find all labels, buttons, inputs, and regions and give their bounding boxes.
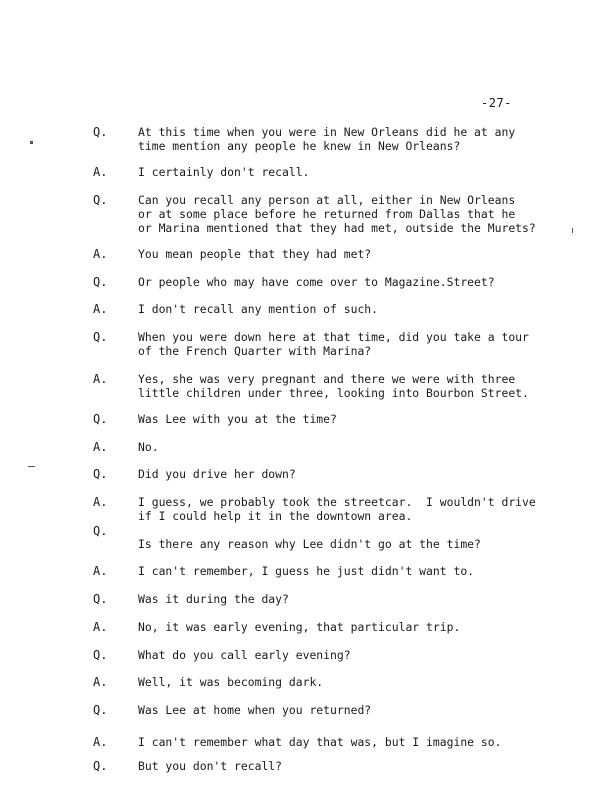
entry-text: No, it was early evening, that particular trip.: [138, 620, 461, 634]
entry-text: When you were down here at that time, did you take a tour of the French Quarter with Marina?: [138, 330, 529, 358]
page-number: -27-: [481, 96, 512, 110]
entry-text: Did you drive her down?: [138, 467, 296, 481]
speaker-label: A.: [93, 620, 108, 634]
entry-text: I can't remember what day that was, but I imagine so.: [138, 735, 502, 749]
scan-mark: [30, 141, 33, 144]
entry-text: No.: [138, 440, 159, 454]
speaker-label: Q.: [93, 703, 108, 717]
scan-mark: [28, 466, 35, 467]
speaker-label: A.: [93, 440, 108, 454]
entry-text: What do you call early evening?: [138, 648, 351, 662]
entry-text: But you don't recall?: [138, 759, 283, 773]
speaker-label: A.: [93, 165, 108, 179]
entry-text: I guess, we probably took the streetcar. I wouldn't drive if I could help it in the downtown area.: [138, 495, 536, 523]
speaker-label: A.: [93, 247, 108, 261]
entry-text: Was Lee at home when you returned?: [138, 703, 372, 717]
speaker-label: Q.: [93, 524, 108, 538]
speaker-label: Q.: [93, 125, 108, 139]
speaker-label: Q.: [93, 648, 108, 662]
entry-text: I certainly don't recall.: [138, 165, 310, 179]
speaker-label: Q.: [93, 275, 108, 289]
entry-text: I can't remember, I guess he just didn't want to.: [138, 564, 475, 578]
speaker-label: Q.: [93, 193, 108, 207]
speaker-label: Q.: [93, 412, 108, 426]
entry-text: Yes, she was very pregnant and there we were with three little children under three, looking into Bourbon Street.: [138, 372, 529, 400]
speaker-label: Q.: [93, 592, 108, 606]
speaker-label: A.: [93, 564, 108, 578]
speaker-label: Q.: [93, 330, 108, 344]
speaker-label: Q.: [93, 759, 108, 773]
entry-text: Is there any reason why Lee didn't go at the time?: [138, 537, 481, 551]
speaker-label: A.: [93, 302, 108, 316]
speaker-label: A.: [93, 495, 108, 509]
speaker-label: A.: [93, 372, 108, 386]
entry-text: Was it during the day?: [138, 592, 289, 606]
speaker-label: A.: [93, 675, 108, 689]
entry-text: Well, it was becoming dark.: [138, 675, 324, 689]
entry-text: Or people who may have come over to Magazine.Street?: [138, 275, 495, 289]
entry-text: I don't recall any mention of such.: [138, 302, 379, 316]
entry-text: You mean people that they had met?: [138, 247, 372, 261]
speaker-label: Q.: [93, 467, 108, 481]
entry-text: At this time when you were in New Orleans did he at any time mention any people he knew in New Orleans?: [138, 125, 516, 153]
speaker-label: A.: [93, 735, 108, 749]
entry-text: Can you recall any person at all, either in New Orleans or at some place before he returned from Dallas that he or Marina mentioned that they had met, outside the Murets?: [138, 193, 536, 235]
entry-text: Was Lee with you at the time?: [138, 412, 337, 426]
